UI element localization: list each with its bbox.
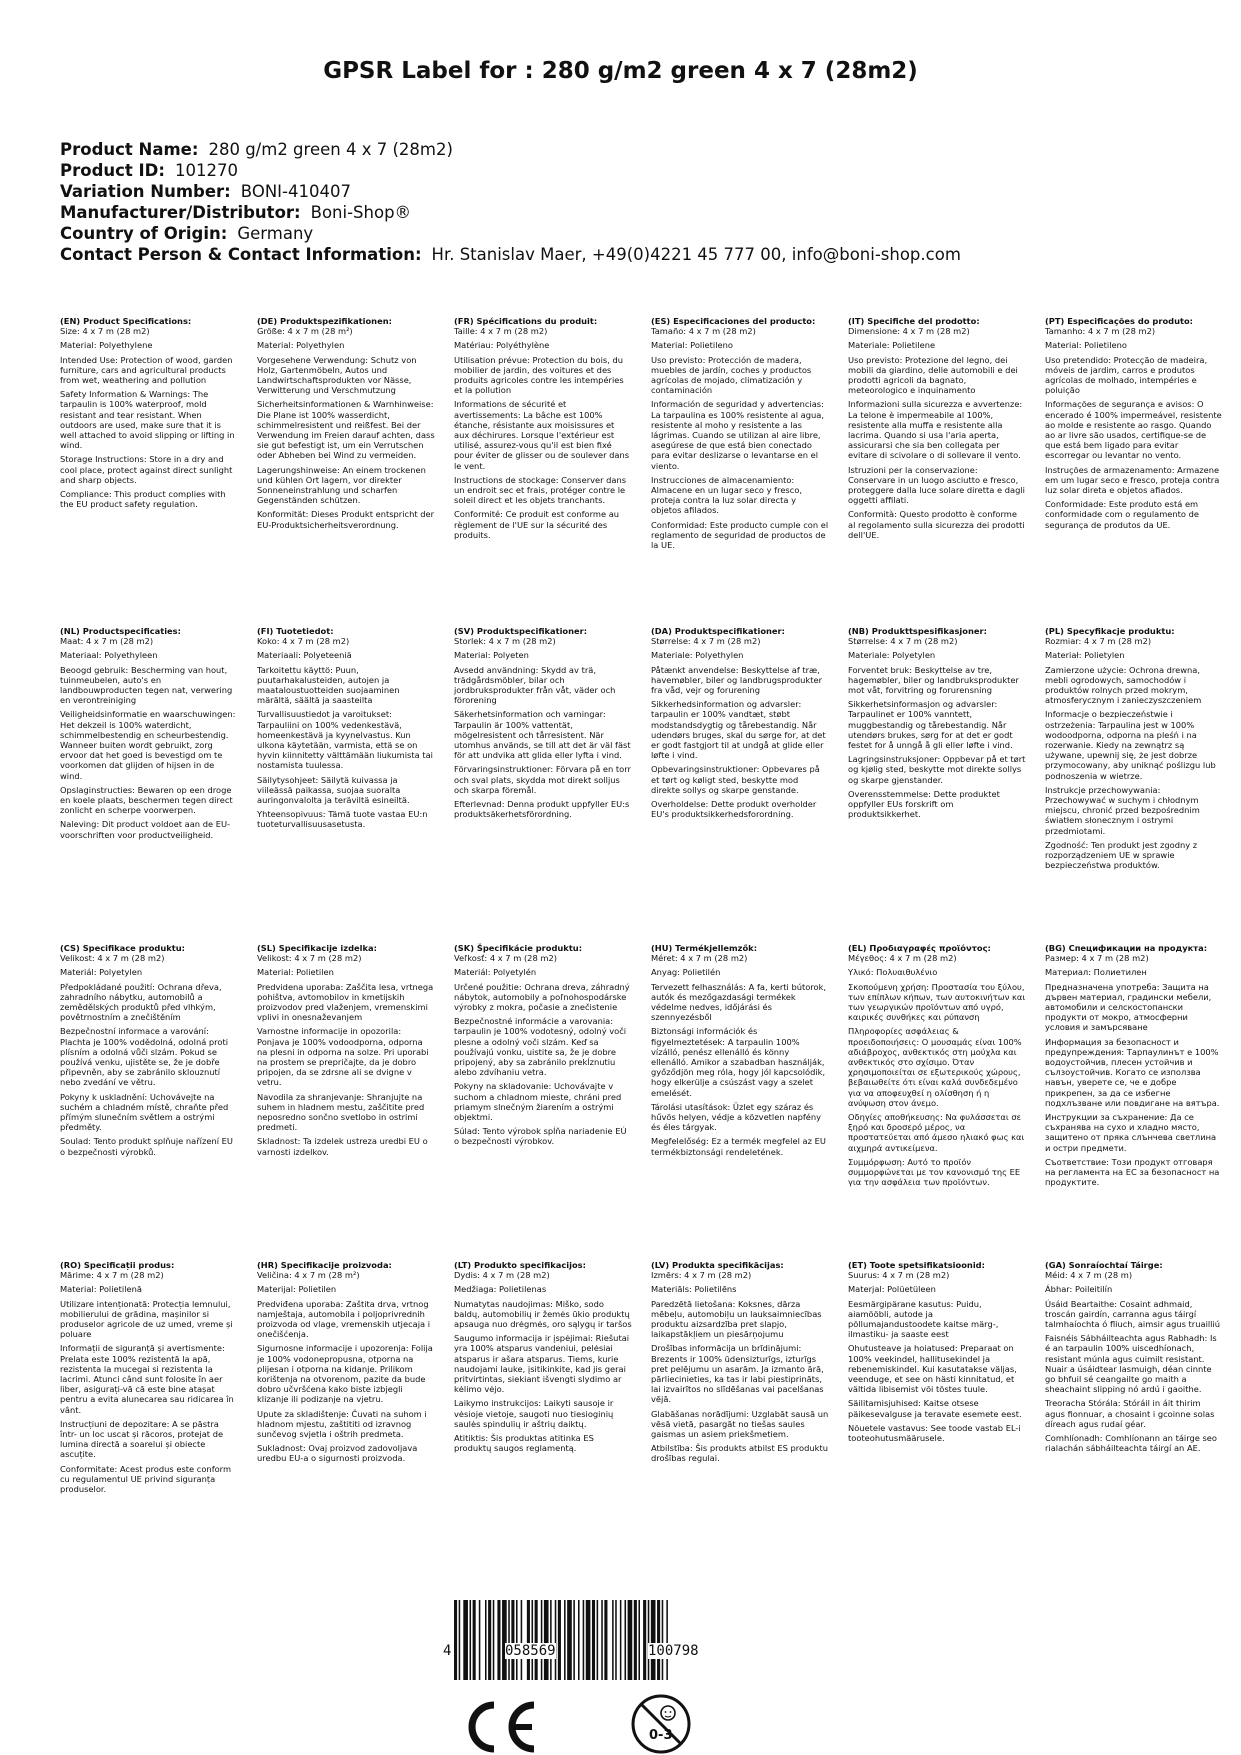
spec-paragraph: Ohutusteave ja hoiatused: Preparaat on 100% veekindel, hallitusekindel ja rebenemiskindel. Kui kasutatakse väljas, veenduge, et see on hästi kinnitatud, et vältida libisemist või tõstes tuule. bbox=[848, 1343, 1017, 1395]
spec-paragraph: Vorgesehene Verwendung: Schutz von Holz, Gartenmöbeln, Autos und Landwirtschaftsprodukten vor Nässe, Verwitterung und Verschmutzung bbox=[257, 354, 417, 396]
product-name-row bbox=[60, 139, 961, 160]
spec-paragraph: Naleving: Dit product voldoet aan de EU-voorschriften voor productveiligheid. bbox=[60, 819, 231, 840]
spec-paragraph: Tervezett felhasználás: A fa, kerti bútorok, autók és mezőgazdasági termékek védelme nedves, időjárási és szennyezésből bbox=[651, 981, 827, 1023]
spec-size: Size: 4 x 7 m (28 m2) bbox=[60, 326, 150, 337]
spec-block bbox=[257, 943, 435, 1161]
spec-paragraph: Treoracha Stórála: Stóráil in áit thirim agus fionnuar, a chosaint i gcoinne solas díreach agus rudaí géar. bbox=[1045, 1398, 1215, 1429]
spec-block bbox=[1045, 943, 1223, 1191]
spec-heading: (NB) Produkttspesifikasjoner: bbox=[848, 626, 987, 636]
spec-paragraph: Πληροφορίες ασφάλειας & προειδοποιήσεις: Ο μουσαμάς είναι 100% αδιάβροχος, ανθεκτικός στη μούχλα και ανθεκτικός στο σχίσιμο. Όταν χρησιμοποιείται σε εξωτερικούς χώρους, βεβαιωθείτε ότι είναι καλά συνδεδεμένο για να αποφευχθεί η ολίσθηση ή η ανύψωση στον άνεμο. bbox=[848, 1026, 1022, 1108]
barcode-bar bbox=[470, 1600, 472, 1680]
product-id-value: 101270 bbox=[174, 161, 238, 180]
spec-size: Dimensione: 4 x 7 m (28 m2) bbox=[848, 326, 970, 337]
product-name-label: Product Name: bbox=[60, 140, 199, 159]
barcode-bar bbox=[666, 1600, 668, 1680]
barcode-bar bbox=[612, 1600, 614, 1680]
spec-paragraph: Pokyny na skladovanie: Uchovávajte v suchom a chladnom mieste, chráni pred priamym slnečným žiarením a ostrými objektmi. bbox=[454, 1081, 622, 1123]
contact-value: Hr. Stanislav Maer, +49(0)4221 45 777 00, info@boni-shop.com bbox=[431, 245, 961, 264]
spec-block bbox=[60, 316, 238, 513]
barcode-bar bbox=[597, 1600, 599, 1680]
spec-paragraph: Overholdelse: Dette produkt overholder EU's produktsikkerhedsforordning. bbox=[651, 799, 817, 820]
spec-paragraph: Compliance: This product complies with the EU product safety regulation. bbox=[60, 489, 226, 510]
spec-heading: (PT) Especificações do produto: bbox=[1045, 316, 1193, 326]
barcode-bar bbox=[564, 1600, 566, 1680]
spec-block bbox=[257, 316, 435, 534]
barcode-bar bbox=[648, 1600, 650, 1680]
spec-size: Размер: 4 x 7 m (28 m2) bbox=[1045, 953, 1149, 964]
barcode-bar bbox=[508, 1600, 510, 1680]
spec-heading: (FI) Tuotetiedot: bbox=[257, 626, 334, 636]
spec-paragraph: Istruzioni per la conservazione: Conservare in un luogo asciutto e fresco, proteggere dalla luce solare diretta e dagli oggetti affilati. bbox=[848, 464, 1025, 506]
spec-heading: (LV) Produkta specifikācijas: bbox=[651, 1260, 784, 1270]
spec-size: Veličina: 4 x 7 m (28 m²) bbox=[257, 1270, 360, 1281]
spec-paragraph: Material: Polietilen bbox=[257, 967, 334, 978]
spec-size: Suurus: 4 x 7 m (28 m2) bbox=[848, 1270, 950, 1281]
barcode-digit-left: 4 bbox=[443, 1643, 452, 1659]
spec-block bbox=[60, 1260, 238, 1498]
spec-block bbox=[848, 943, 1026, 1191]
barcode-bar bbox=[583, 1600, 585, 1680]
spec-heading: (DA) Produktspecifikationer: bbox=[651, 626, 785, 636]
product-id-row bbox=[60, 160, 961, 181]
spec-paragraph: Conformitate: Acest produs este conform cu regulamentul UE privind siguranța produselor. bbox=[60, 1463, 232, 1495]
age-label: 0-3 bbox=[649, 1728, 673, 1743]
spec-size: Izmērs: 4 x 7 m (28 m2) bbox=[651, 1270, 752, 1281]
spec-paragraph: Sigurnosne informacije i upozorenja: Folija je 100% vodonepropusna, otporna na plijesan i otporna na kidanje. Prilikom korištenja na otvorenom, pazite da bude dobro učvršćena kako biste izbjegli klizanje ili podizanje na vjetru. bbox=[257, 1343, 433, 1405]
spec-paragraph: Ábhar: Poileitilín bbox=[1045, 1284, 1113, 1295]
spec-paragraph: Utilisation prévue: Protection du bois, du mobilier de jardin, des voitures et des produits agricoles contre les intempéries et la pollution bbox=[454, 354, 624, 396]
spec-block bbox=[651, 943, 829, 1161]
spec-paragraph: Sukladnost: Ovaj proizvod zadovoljava uredbu EU-a o sigurnosti proizvoda. bbox=[257, 1443, 418, 1464]
spec-paragraph: Materiaali: Polyeteeniä bbox=[257, 650, 352, 661]
spec-paragraph: Lagerungshinweise: An einem trockenen und kühlen Ort lagern, vor direkter Sonneneinstrahlung und scharfen Gegenständen schützen. bbox=[257, 464, 426, 506]
spec-paragraph: Storage Instructions: Store in a dry and cool place, protect against direct sunlight and sharp objects. bbox=[60, 454, 233, 485]
barcode-bar bbox=[555, 1600, 557, 1680]
spec-paragraph: Οδηγίες αποθήκευσης: Να φυλάσσεται σε ξηρό και δροσερό μέρος, να προστατεύεται από άμεσο ηλιακό φως και αιχμηρά αντικείμενα. bbox=[848, 1112, 1025, 1153]
spec-paragraph: Información de seguridad y advertencias: La tarpaulina es 100% resistente al agua, resistente al moho y resistente a las lágrimas. Cuando se utilizan al aire libre, asegúrese de que está bien conectado para evitar deslizarse o levantarse en el viento. bbox=[651, 399, 824, 471]
spec-size: Taille: 4 x 7 m (28 m2) bbox=[454, 326, 548, 337]
spec-paragraph: Material: Polyeten bbox=[454, 650, 529, 661]
spec-paragraph: Säilitamisjuhised: Kaitse otsese päikesevalguse ja teravate esemete eest. bbox=[848, 1398, 1022, 1419]
spec-paragraph: Biztonsági információk és figyelmeztetések: A tarpaulin 100% vízálló, penész ellenálló és könny ellenálló. Amikor a szabadban használják, győződjön meg róla, hogy jól kapcsolódik, hogy elkerülje a csúszást vagy a szelet emelését. bbox=[651, 1026, 826, 1098]
spec-paragraph: Material: Polietileno bbox=[651, 340, 733, 351]
spec-paragraph: Sikkerhedsinformation og advarsler: tarpaulin er 100% vandtæt, støbt modstandsdygtig og tårebestandig. Når udendørs bruges, skal du sørge for, at det er godt fastgjort til at undgå at glide eller løfte i vind. bbox=[651, 699, 826, 761]
spec-heading: (NL) Productspecificaties: bbox=[60, 626, 181, 636]
spec-paragraph: Инструкции за съхранение: Да се съхранява на сухо и хладно място, защитено от пряка слънчева светлина и остри предмети. bbox=[1045, 1112, 1217, 1153]
spec-paragraph: Material: Polyethylen bbox=[257, 340, 345, 351]
spec-paragraph: Varnostne informacije in opozorila: Ponjava je 100% vodoodporna, odporna na plesni in odporna na solze. Pri uporabi na prostem se prepričajte, da je dobro pripojen, da se zdrsne ali se dvigne v vetru. bbox=[257, 1026, 429, 1088]
spec-block bbox=[454, 943, 632, 1151]
barcode-bar bbox=[459, 1600, 461, 1680]
barcode-bar bbox=[573, 1600, 575, 1680]
spec-paragraph: Súlad: Tento výrobok spĺňa nariadenie EÚ o bezpečnosti výrobkov. bbox=[454, 1126, 627, 1147]
barcode-bar bbox=[516, 1600, 518, 1680]
spec-heading: (SV) Produktspecifikationer: bbox=[454, 626, 588, 636]
spec-size: Tamanho: 4 x 7 m (28 m2) bbox=[1045, 326, 1156, 337]
spec-paragraph: Påtænkt anvendelse: Beskyttelse af træ, havemøbler, biler og landbrugsprodukter fra våd, vejr og forurening bbox=[651, 664, 822, 696]
origin-row bbox=[60, 223, 961, 244]
spec-block bbox=[257, 626, 435, 834]
variation-label: Variation Number: bbox=[60, 182, 231, 201]
spec-paragraph: Informacje o bezpieczeństwie i ostrzeżenia: Tarpaulina jest w 100% wodoodporna, odporna na pleśń i na rozerwanie. Kiedy na zewnątrz są używane, upewnij się, że jest dobrze przymocowany, aby uniknąć poślizgu lub podnoszenia w wietrze. bbox=[1045, 709, 1216, 781]
spec-paragraph: Glabāšanas norādījumi: Uzglabāt sausā un vēsā vietā, pasargāt no tiešas saules gaismas un asiem priekšmetiem. bbox=[651, 1408, 829, 1440]
spec-heading: (BG) Спецификации на продукта: bbox=[1045, 943, 1208, 953]
spec-size: Größe: 4 x 7 m (28 m²) bbox=[257, 326, 353, 337]
spec-block bbox=[848, 316, 1026, 544]
spec-size: Dydis: 4 x 7 m (28 m2) bbox=[454, 1270, 550, 1281]
manufacturer-value: Boni-Shop® bbox=[310, 203, 412, 222]
spec-block bbox=[651, 626, 829, 823]
barcode-bar bbox=[558, 1600, 561, 1680]
spec-paragraph: Materijal: Polietilen bbox=[257, 1284, 337, 1295]
spec-block bbox=[651, 1260, 829, 1468]
barcode-bar bbox=[567, 1600, 572, 1680]
spec-block bbox=[848, 1260, 1026, 1447]
product-name-value: 280 g/m2 green 4 x 7 (28m2) bbox=[208, 140, 453, 159]
barcode-bar bbox=[521, 1600, 523, 1680]
spec-heading: (SK) Špecifikácie produktu: bbox=[454, 943, 583, 953]
barcode-icon bbox=[440, 1598, 790, 1688]
spec-heading: (HR) Specifikacije proizvoda: bbox=[257, 1260, 392, 1270]
spec-paragraph: Materiaal: Polyethyleen bbox=[60, 650, 158, 661]
spec-block bbox=[1045, 1260, 1223, 1457]
spec-heading: (ES) Especificaciones del producto: bbox=[651, 316, 816, 326]
barcode-bar bbox=[485, 1600, 487, 1680]
spec-paragraph: Zgodność: Ten produkt jest zgodny z rozporządzeniem UE w sprawie bezpieczeństwa produktów. bbox=[1045, 839, 1198, 871]
spec-block bbox=[257, 1260, 435, 1468]
barcode-bar bbox=[527, 1600, 530, 1680]
spec-paragraph: Conformidade: Este produto está em conformidade com o regulamento de segurança de produtos da UE. bbox=[1045, 499, 1200, 530]
spec-size: Μέγεθος: 4 x 7 m (28 m2) bbox=[848, 953, 957, 964]
spec-block bbox=[454, 1260, 632, 1457]
spec-size: Tamaño: 4 x 7 m (28 m2) bbox=[651, 326, 756, 337]
barcode-bar bbox=[463, 1600, 468, 1680]
spec-paragraph: Beoogd gebruik: Bescherming van hout, tuinmeubelen, auto's en landbouwproducten tegen nat, verwering en verontreiniging bbox=[60, 664, 233, 706]
spec-heading: (FR) Spécifications du produit: bbox=[454, 316, 598, 326]
spec-paragraph: Съответствие: Този продукт отговаря на регламента на ЕС за безопасност на продуктите. bbox=[1045, 1156, 1220, 1188]
spec-paragraph: Soulad: Tento produkt splňuje nařízení EU o bezpečnosti výrobků. bbox=[60, 1136, 233, 1157]
barcode-bar bbox=[488, 1600, 491, 1680]
spec-paragraph: Faisnéis Sábháilteachta agus Rabhadh: Is é an tarpaulin 100% uiscedhíonach, resistant múnla agus cuimilt resistant. Nuair a úsáidtear lasmuigh, déan cinnte go bhfuil sé ceangailte go maith a sheachaint slipping nó ardú i gaoithe. bbox=[1045, 1333, 1217, 1395]
spec-paragraph: Atitiktis: Šis produktas atitinka ES produktų saugos reglamentą. bbox=[454, 1433, 594, 1454]
barcode-bar bbox=[634, 1600, 637, 1680]
spec-paragraph: Material: Polietilenă bbox=[60, 1284, 142, 1295]
spec-paragraph: Uso pretendido: Protecção de madeira, móveis de jardim, carros e produtos agrícolas de molhado, intempéries e poluição bbox=[1045, 354, 1208, 396]
spec-paragraph: Σκοπούμενη χρήση: Προστασία του ξύλου, των επίπλων κήπων, των αυτοκινήτων και των γεωργικών προϊόντων από υγρό, καιρικές συνθήκες και ρύπανση bbox=[848, 981, 1026, 1023]
spec-paragraph: Numatytas naudojimas: Miško, sodo baldų, automobilių ir žemės ūkio produktų apsauga nuo drėgmės, oro sąlygų ir taršos bbox=[454, 1298, 632, 1330]
spec-heading: (DE) Produktspezifikationen: bbox=[257, 316, 392, 326]
spec-paragraph: Paredzētā lietošana: Koksnes, dārza mēbeļu, automobiļu un lauksaimniecības produktu aizsardzība pret slapjo, laikapstākļiem un piesārņojumu bbox=[651, 1298, 822, 1340]
spec-paragraph: Turvallisuustiedot ja varoitukset: Tarpauliini on 100% vedenkestävä, homeenkestävä ja kyynelvastus. Kun ulkona käytetään, varmista, että se on hyvin kiinnitetty välttämään liukumista tai nostamista tuulessa. bbox=[257, 709, 433, 771]
barcode-bar bbox=[532, 1600, 534, 1680]
spec-paragraph: Förvaringsinstruktioner: Förvara på en torr och sval plats, skydda mot direkt solljus och skarpa föremål. bbox=[454, 764, 631, 795]
spec-paragraph: Conformidad: Este producto cumple con el reglamento de seguridad de productos de la UE. bbox=[651, 519, 829, 551]
barcode-bar bbox=[615, 1600, 617, 1680]
barcode-bar bbox=[625, 1600, 627, 1680]
spec-heading: (HU) Termékjellemzők: bbox=[651, 943, 758, 953]
spec-paragraph: Materiál: Polyetylen bbox=[60, 967, 143, 978]
spec-heading: (IT) Specifiche del prodotto: bbox=[848, 316, 980, 326]
spec-paragraph: Předpokládané použití: Ochrana dřeva, zahradního nábytku, automobilů a zemědělských produktů před vlhkým, povětrnostním a znečištěním bbox=[60, 981, 222, 1023]
spec-block bbox=[848, 626, 1026, 823]
barcode-bar bbox=[601, 1600, 603, 1680]
barcode-bar bbox=[511, 1600, 514, 1680]
barcode-bar bbox=[502, 1600, 507, 1680]
spec-paragraph: Informații de siguranță și avertismente: Prelata este 100% rezistentă la apă, rezistenta la mucegai si rezistenta la lacrimi. Atunci când sunt folosite în aer liber, asigurați-vă că este bine atașat pentru a evita alunecarea sau ridicarea în vânt. bbox=[60, 1343, 234, 1415]
barcode-bar bbox=[628, 1600, 633, 1680]
spec-size: Koko: 4 x 7 m (28 m2) bbox=[257, 636, 350, 647]
barcode-bar bbox=[586, 1600, 591, 1680]
spec-heading: (RO) Specificații produs: bbox=[60, 1260, 175, 1270]
spec-paragraph: Säilytysohjeet: Säilytä kuivassa ja viileässä paikassa, suojaa suoralta auringonvalolta ja teräviltä esineiltä. bbox=[257, 774, 410, 806]
spec-size: Størrelse: 4 x 7 m (28 m2) bbox=[848, 636, 958, 647]
barcode-bar bbox=[604, 1600, 607, 1680]
spec-paragraph: Υλικό: Πολυαιθυλένιο bbox=[848, 967, 938, 978]
barcode-bar bbox=[479, 1600, 481, 1680]
spec-paragraph: Bezpečnostné informácie a varovania: tarpaulin je 100% vodotesný, odolný voči plesne a odolný voči slzám. Keď sa používajú vonku, uistite sa, že je dobre pripojený, aby sa zabránilo prekĺznutiu alebo zdvíhaniu vetra. bbox=[454, 1016, 627, 1078]
spec-paragraph: Sicherheitsinformationen & Warnhinweise: Die Plane ist 100% wasserdicht, schimmelresistent und reißfest. Bei der Verwendung im Freien darauf achten, dass sie gut befestigt ist, um ein Verrutschen oder Abheben bei Wind zu vermeiden. bbox=[257, 399, 435, 461]
spec-paragraph: Materiał: Polietylen bbox=[1045, 650, 1125, 661]
spec-size: Maat: 4 x 7 m (28 m2) bbox=[60, 636, 154, 647]
spec-paragraph: Conformità: Questo prodotto è conforme al regolamento sulla sicurezza dei prodotti dell'UE. bbox=[848, 509, 1025, 540]
spec-paragraph: Matériau: Polyéthylène bbox=[454, 340, 550, 351]
spec-paragraph: Instrukcje przechowywania: Przechowywać w suchym i chłodnym miejscu, chronić przed bezpośrednim światłem słonecznym i ostrymi przedmiotami. bbox=[1045, 784, 1200, 836]
spec-paragraph: Sikkerhetsinformasjon og advarsler: Tarpaulinet er 100% vanntett, muggbestandig og tårebestandig. Når utendørs brukes, sørg for at det er godt festet for å unngå å gli eller løfte i vind. bbox=[848, 699, 1013, 751]
spec-paragraph: Medžiaga: Polietilenas bbox=[454, 1284, 547, 1295]
spec-paragraph: Materiale: Polyetylen bbox=[848, 650, 936, 661]
spec-paragraph: Tárolási utasítások: Üzlet egy száraz és hűvös helyen, védje a közvetlen napfény és éles tárgyak. bbox=[651, 1101, 822, 1133]
spec-block bbox=[454, 316, 632, 544]
spec-paragraph: Atbilstība: Šis produkts atbilst ES produktu drošības regulai. bbox=[651, 1443, 828, 1464]
spec-paragraph: Информация за безопасност и предупреждения: Тарпаулинът е 100% водоустойчив, плесен устойчив и сълзоустойчив. Когато се използва навън, уверете се, че е добре прикрепен, за да се избегне подхлъзване или повдигане на вятъра. bbox=[1045, 1036, 1220, 1108]
not-for-children-0-3-icon bbox=[630, 1693, 692, 1755]
spec-paragraph: Tarkoitettu käyttö: Puun, puutarhakalusteiden, autojen ja maataloustuotteiden suojaaminen märältä, säältä ja saasteilta bbox=[257, 664, 400, 706]
manufacturer-label: Manufacturer/Distributor: bbox=[60, 203, 301, 222]
spec-paragraph: Bezpečnostní informace a varování: Plachta je 100% vodědolná, odolná proti plísním a odolná vůči slzám. Pokud se používá venku, ujistěte se, že je dobře připevněn, aby se zabránilo sklouznutí nebo zvedání ve větru. bbox=[60, 1026, 229, 1088]
spec-size: Størrelse: 4 x 7 m (28 m2) bbox=[651, 636, 761, 647]
spec-paragraph: Megfelelőség: Ez a termék megfelel az EU termékbiztonsági rendeletének. bbox=[651, 1136, 826, 1157]
spec-paragraph: Säkerhetsinformation och varningar: Tarpaulin är 100% vattentät, mögelresistent och tårresistent. När utomhus används, se till att det är väl fäst för att undvika att glida eller lyfta i vind. bbox=[454, 709, 631, 761]
variation-value: BONI-410407 bbox=[240, 182, 351, 201]
spec-heading: (SL) Specifikacije izdelka: bbox=[257, 943, 377, 953]
spec-paragraph: Eesmärgipärane kasutus: Puidu, aiamööbli, autode ja põllumajandustoodete kaitse märg-, ilmastiku- ja saaste eest bbox=[848, 1298, 999, 1340]
manufacturer-row bbox=[60, 202, 961, 223]
spec-block bbox=[454, 626, 632, 823]
spec-paragraph: Материал: Полиетилен bbox=[1045, 967, 1147, 978]
spec-paragraph: Materiale: Polietilene bbox=[848, 340, 936, 351]
barcode-bar bbox=[578, 1600, 580, 1680]
spec-paragraph: Nõuetele vastavus: See toode vastab EL-i tooteohutusmäärusele. bbox=[848, 1422, 1021, 1444]
spec-size: Veľkosť: 4 x 7 m (28 m2) bbox=[454, 953, 557, 964]
spec-paragraph: Material: Polyethylene bbox=[60, 340, 153, 351]
spec-paragraph: Overensstemmelse: Dette produktet oppfyller EUs forskrift om produktsikkerhet. bbox=[848, 788, 1000, 820]
spec-heading: (EL) Προδιαγραφές προϊόντος: bbox=[848, 943, 991, 953]
spec-heading: (GA) Sonraíochtaí Táirge: bbox=[1045, 1260, 1163, 1270]
spec-paragraph: Predvidena uporaba: Zaščita lesa, vrtnega pohištva, avtomobilov in kmetijskih proizvodov pred vlaženjem, vremenskimi vplivi in onesnaževanjem bbox=[257, 981, 434, 1023]
spec-paragraph: Konformität: Dieses Produkt entspricht der EU-Produktsicherheitsverordnung. bbox=[257, 509, 435, 530]
spec-paragraph: Forventet bruk: Beskyttelse av tre, hagemøbler, biler og landbruksprodukter mot våt, forvitring og forurensning bbox=[848, 664, 1019, 696]
spec-heading: (EN) Product Specifications: bbox=[60, 316, 192, 326]
barcode-bar bbox=[657, 1600, 660, 1680]
barcode-bar bbox=[454, 1600, 457, 1680]
spec-paragraph: Instruções de armazenamento: Armazene em um lugar seco e fresco, proteja contra luz solar direta e objetos afiados. bbox=[1045, 464, 1220, 496]
spec-block bbox=[1045, 626, 1223, 874]
spec-paragraph: Instrucțiuni de depozitare: A se păstra într- un loc uscat și răcoros, protejat de lumina directă a soarelui și obiecte ascuțite. bbox=[60, 1418, 224, 1460]
spec-paragraph: Skladnost: Ta izdelek ustreza uredbi EU o varnosti izdelkov. bbox=[257, 1136, 428, 1157]
barcode-bar bbox=[493, 1600, 495, 1680]
spec-paragraph: Informações de segurança e avisos: O encerado é 100% impermeável, resistente ao molde e resistente ao rasgo. Quando ao ar livre são usados, certifique-se de que está bem ligado para evitar escorregar ou levantar no vento. bbox=[1045, 399, 1222, 461]
spec-paragraph: Yhteensopivuus: Tämä tuote vastaa EU:n tuoteturvallisuusasetusta. bbox=[257, 809, 428, 830]
spec-paragraph: Materiāls: Polietilēns bbox=[651, 1284, 737, 1295]
barcode-bar bbox=[643, 1600, 646, 1680]
barcode-bar bbox=[638, 1600, 640, 1680]
spec-heading: (LT) Produkto specifikacijos: bbox=[454, 1260, 586, 1270]
spec-paragraph: Uso previsto: Protección de madera, muebles de jardín, coches y productos agrícolas de mojado, climatización y contaminación bbox=[651, 354, 812, 396]
spec-paragraph: Opslaginstructies: Bewaren op een droge en koele plaats, beschermen tegen direct zonlicht en scherpe voorwerpen. bbox=[60, 784, 233, 816]
spec-paragraph: Conformité: Ce produit est conforme au règlement de l'UE sur la sécurité des produits. bbox=[454, 509, 620, 540]
spec-paragraph: Utilizare intenționată: Protecția lemnului, mobilierului de grădina, mașinilor si produselor agricole de uz umed, vreme și poluare bbox=[60, 1298, 233, 1340]
barcode-bar bbox=[662, 1600, 664, 1680]
spec-heading: (CS) Specifikace produktu: bbox=[60, 943, 185, 953]
product-info bbox=[60, 139, 961, 265]
spec-size: Velikost: 4 x 7 m (28 m2) bbox=[257, 953, 362, 964]
spec-paragraph: Drošības informācija un brīdinājumi: Brezents ir 100% ūdensizturīgs, izturīgs pret pelējumu un asarām. Ja izmanto ārā, pārliecinieties, ka tas ir labi piestiprināts, lai izvairītos no slīdēšanas vai pacelšanas vējā. bbox=[651, 1343, 824, 1405]
variation-row bbox=[60, 181, 961, 202]
spec-paragraph: Pokyny k uskladnění: Uchovávejte na suchém a chladném místě, chraňte před přímým slunečním světlem a ostrými předměty. bbox=[60, 1091, 229, 1133]
spec-block bbox=[651, 316, 829, 554]
spec-paragraph: Uso previsto: Protezione del legno, dei mobili da giardino, delle automobili e dei prodotti agricoli da bagnato, meteorologico e inquinamento bbox=[848, 354, 1018, 396]
spec-paragraph: Materjal: Polüetüleen bbox=[848, 1284, 936, 1295]
ce-mark-icon bbox=[460, 1701, 540, 1753]
spec-heading: (PL) Specyfikacje produktu: bbox=[1045, 626, 1175, 636]
barcode-bar bbox=[535, 1600, 538, 1680]
spec-paragraph: Opbevaringsinstruktioner: Opbevares på et tørt og køligt sted, beskytte mod direkte sollys og skarpe genstande. bbox=[651, 764, 820, 795]
spec-paragraph: Avsedd användning: Skydd av trä, trädgårdsmöbler, bilar och jordbruksprodukter från våt, väder och förorening bbox=[454, 664, 616, 706]
spec-paragraph: Veiligheidsinformatie en waarschuwingen: Het dekzeil is 100% waterdicht, schimmelbestendig en scheurbestendig. Wanneer buiten wordt gebruikt, zorg ervoor dat het goed is bevestigd om te voorkomen dat glijden of hijsen in de wind. bbox=[60, 709, 236, 781]
spec-paragraph: Informations de sécurité et avertissements: La bâche est 100% étanche, résistante aux moisissures et aux déchirures. Lorsque l'extérieur est utilisé, assurez-vous qu'il est bien fixé pour éviter de glisser ou de soulever dans le vent. bbox=[454, 399, 630, 471]
barcode-bar bbox=[544, 1600, 549, 1680]
spec-paragraph: Material: Polietileno bbox=[1045, 340, 1127, 351]
spec-heading: (ET) Toote spetsifikatsioonid: bbox=[848, 1260, 985, 1270]
spec-paragraph: Zamierzone użycie: Ochrona drewna, mebli ogrodowych, samochodów i produktów rolnych przed mokrym, atmosferycznym i zanieczyszczeniem bbox=[1045, 664, 1202, 706]
spec-paragraph: Intended Use: Protection of wood, garden furniture, cars and agricultural products from wet, weathering and pollution bbox=[60, 354, 233, 386]
spec-paragraph: Efterlevnad: Denna produkt uppfyller EU:s produktsäkerhetsförordning. bbox=[454, 799, 630, 820]
spec-paragraph: Safety Information & Warnings: The tarpaulin is 100% waterproof, mold resistant and tear resistant. When outdoors are used, make sure that it is well attached to avoid slipping or lifting in wind. bbox=[60, 389, 235, 451]
spec-paragraph: Navodila za shranjevanje: Shranjujte na suhem in hladnem mestu, zaščitite pred neposredno sončno svetlobo in ostrimi predmeti. bbox=[257, 1091, 425, 1133]
spec-paragraph: Materiale: Polyethylen bbox=[651, 650, 744, 661]
spec-block bbox=[60, 943, 238, 1161]
barcode-digits-middle: 058569 bbox=[505, 1643, 556, 1659]
barcode-bar bbox=[497, 1600, 500, 1680]
spec-paragraph: Συμμόρφωση: Αυτό το προϊόν συμμορφώνεται με τον κανονισμό της ΕΕ για την ασφάλεια των προϊόντων. bbox=[848, 1156, 1021, 1188]
spec-block bbox=[1045, 316, 1223, 534]
spec-paragraph: Lagringsinstruksjoner: Oppbevar på et tørt og kjølig sted, beskytte mot direkte sollys og skarpe gjenstander. bbox=[848, 754, 1026, 785]
barcode-bar bbox=[550, 1600, 552, 1680]
contact-row bbox=[60, 244, 961, 265]
spec-paragraph: Instructions de stockage: Conserver dans un endroit sec et frais, protéger contre le soleil direct et les objets tranchants. bbox=[454, 474, 627, 506]
spec-paragraph: Informazioni sulla sicurezza e avvertenze: La telone è impermeabile al 100%, resistente alla muffa e resistente alla lacrima. Quando si usa l'aria aperta, assicurarsi che sia ben collegata per evitare di scivolare o di sollevare il vento. bbox=[848, 399, 1023, 461]
spec-paragraph: Предназначена употреба: Защита на дървен материал, градински мебели, автомобили и селскостопански продукти от мокро, атмосферни условия и замърсяване bbox=[1045, 981, 1212, 1033]
spec-paragraph: Instrucciones de almacenamiento: Almacene en un lugar seco y fresco, proteja contra la luz solar directa y objetos afilados. bbox=[651, 474, 803, 516]
spec-size: Méid: 4 x 7 m (28 m) bbox=[1045, 1270, 1133, 1281]
spec-paragraph: Anyag: Polietilén bbox=[651, 967, 721, 978]
origin-value: Germany bbox=[237, 224, 314, 243]
spec-paragraph: Úsáid Beartaithe: Cosaint adhmaid, troscán gairdín, carranna agus táirgí talmhaíochta ó fliuch, aimsir agus truailliú bbox=[1045, 1298, 1221, 1330]
spec-size: Velikost: 4 x 7 m (28 m2) bbox=[60, 953, 165, 964]
spec-size: Rozmiar: 4 x 7 m (28 m2) bbox=[1045, 636, 1152, 647]
barcode-bar bbox=[541, 1600, 543, 1680]
spec-paragraph: Comhlíonadh: Comhlíonann an táirge seo rialachán sábháilteachta táirgí an AE. bbox=[1045, 1433, 1217, 1454]
barcode-digits-right: 100798 bbox=[648, 1643, 699, 1659]
spec-block bbox=[60, 626, 238, 844]
spec-paragraph: Predviđena uporaba: Zaštita drva, vrtnog namještaja, automobila i poljoprivrednih proizvoda od vlage, vremenskih utjecaja i onečišćenja. bbox=[257, 1298, 431, 1340]
barcode-bar bbox=[592, 1600, 595, 1680]
spec-size: Mărime: 4 x 7 m (28 m2) bbox=[60, 1270, 164, 1281]
spec-paragraph: Saugumo informacija ir įspėjimai: Riešutai yra 100% atsparus vandeniui, pelėsiai atsparus ir ašara atsparus. Tiems, kurie naudojami lauke, įsitikinkite, kad jis gerai pritvirtintas, siekiant išvengti slydimo ar kėlimo vėjo. bbox=[454, 1333, 630, 1395]
spec-size: Méret: 4 x 7 m (28 m2) bbox=[651, 953, 748, 964]
spec-size: Storlek: 4 x 7 m (28 m2) bbox=[454, 636, 556, 647]
spec-paragraph: Laikymo instrukcijos: Laikyti sausoje ir vėsioje vietoje, saugoti nuo tiesioginių saulės spindulių ir aštrių daiktų. bbox=[454, 1398, 614, 1429]
contact-label: Contact Person & Contact Information: bbox=[60, 245, 422, 264]
product-id-label: Product ID: bbox=[60, 161, 165, 180]
barcode-bar bbox=[651, 1600, 656, 1680]
page-title: GPSR Label for : 280 g/m2 green 4 x 7 (28m2) bbox=[323, 58, 918, 84]
barcode-bar bbox=[473, 1600, 476, 1680]
barcode-bar bbox=[620, 1600, 622, 1680]
spec-paragraph: Materiál: Polyetylén bbox=[454, 967, 537, 978]
spec-paragraph: Určené použitie: Ochrana dreva, záhradný nábytok, automobily a poľnohospodárske výrobky z mokra, počasie a znečistenie bbox=[454, 981, 630, 1013]
spec-paragraph: Upute za skladištenje: Čuvati na suhom i hladnom mjestu, zaštititi od izravnog sunčevog svjetla i oštrih predmeta. bbox=[257, 1408, 427, 1440]
origin-label: Country of Origin: bbox=[60, 224, 228, 243]
